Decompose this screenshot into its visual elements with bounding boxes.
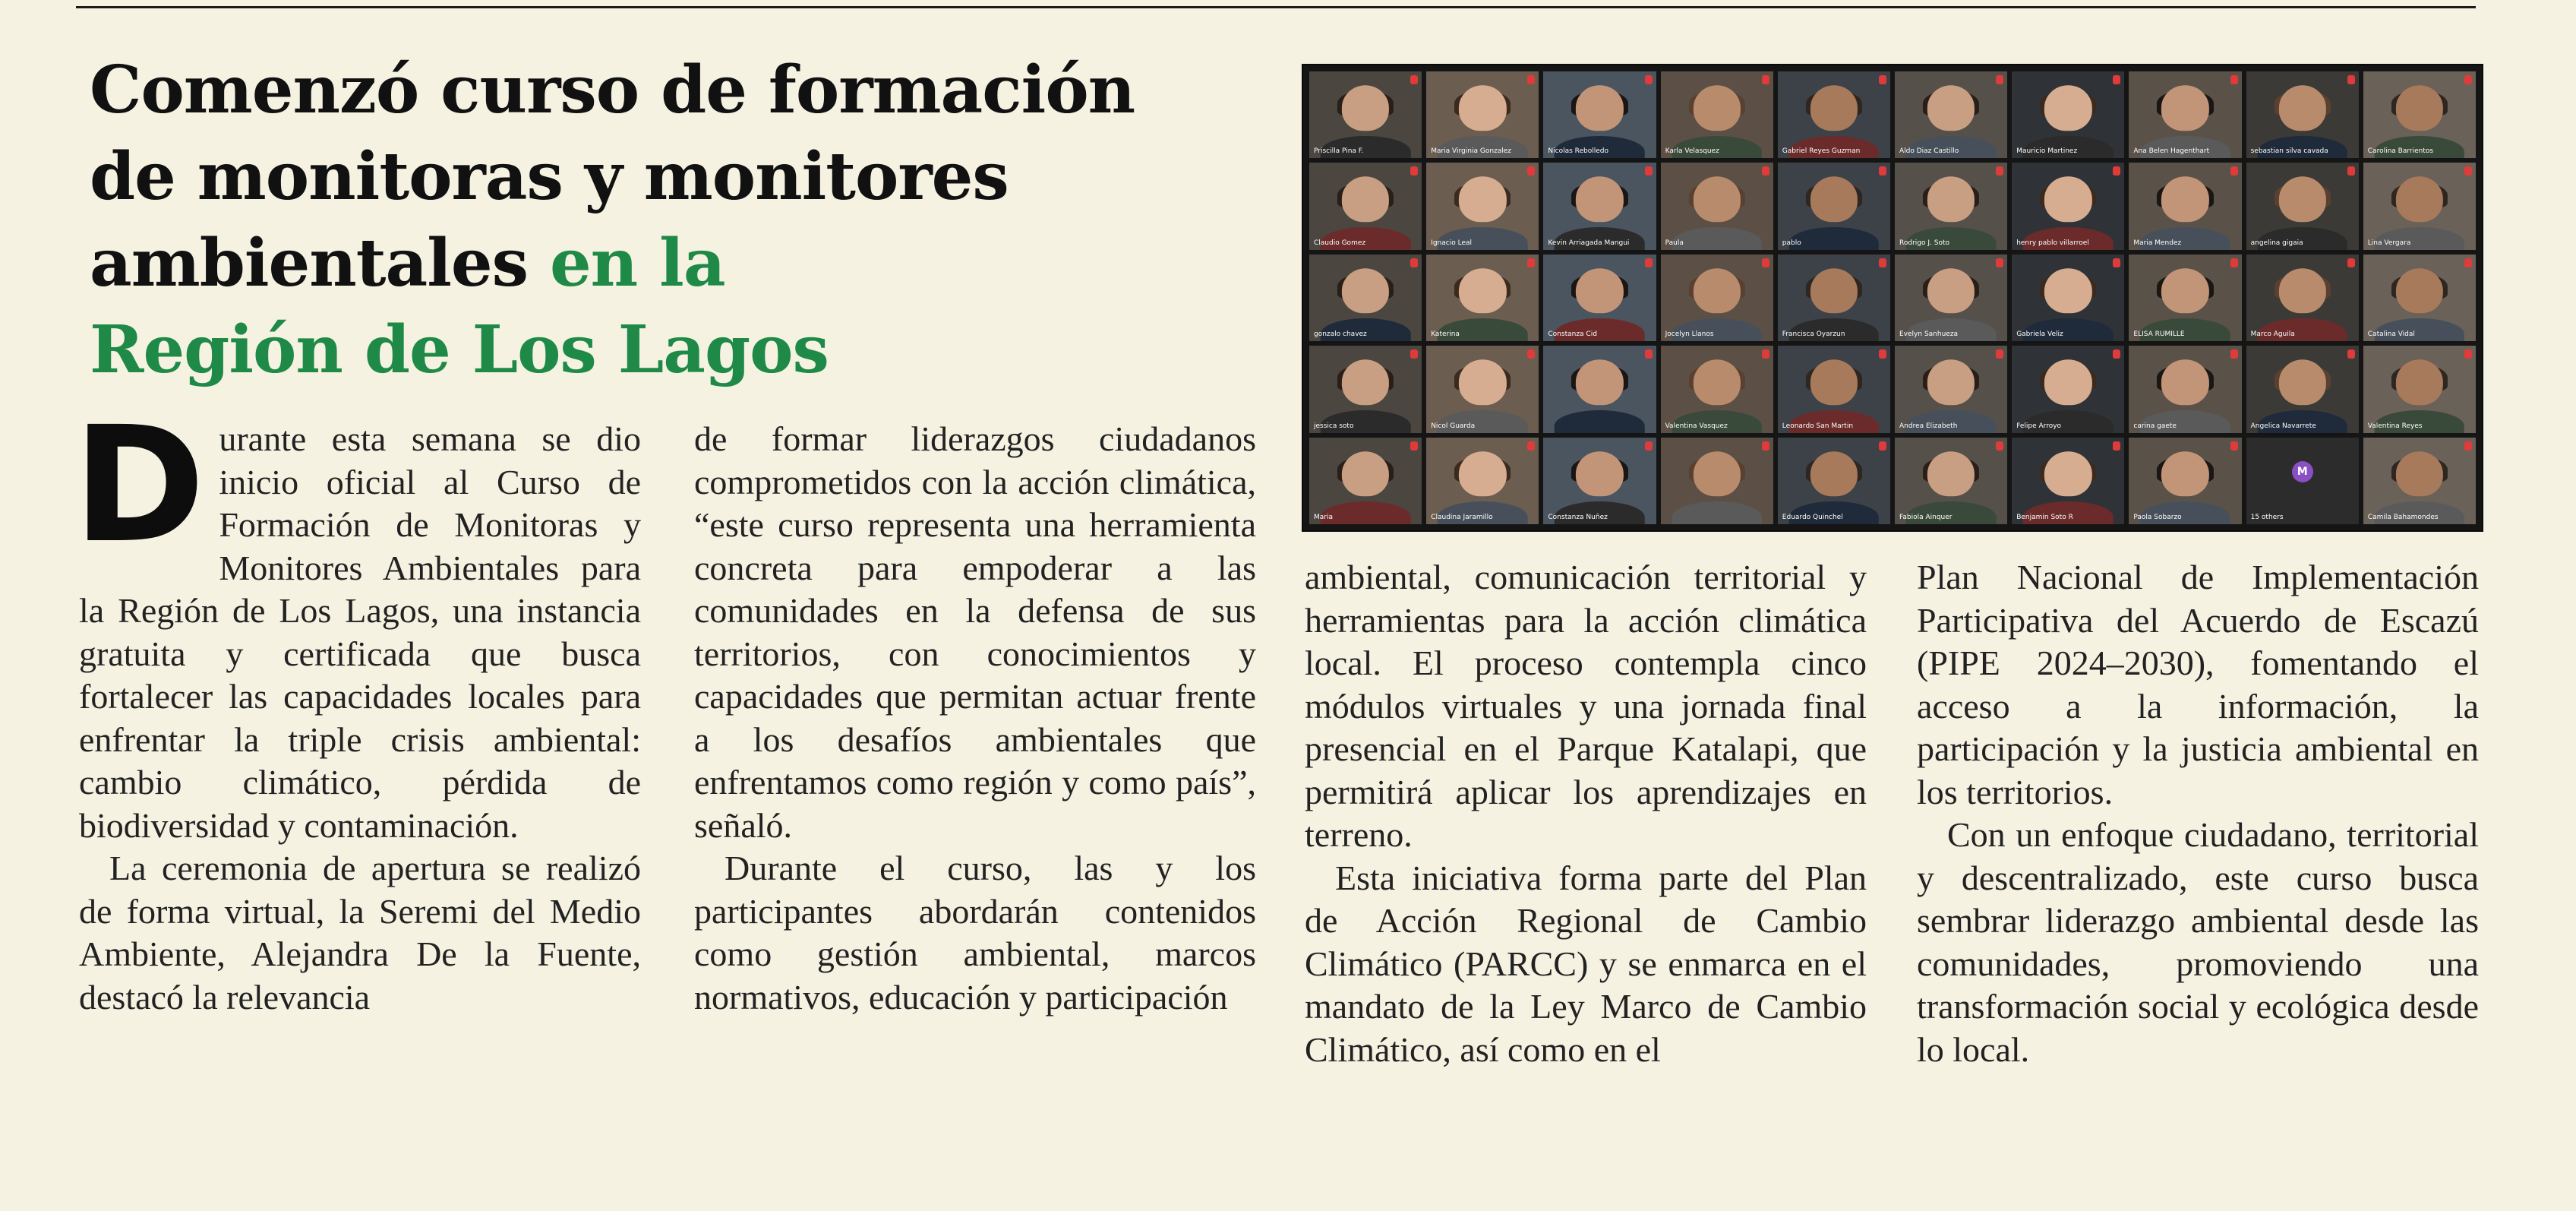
participant-face: [1927, 177, 1975, 222]
participant-name: Marco Aguila: [2250, 330, 2295, 339]
participant-name: Lina Vergara: [2367, 239, 2411, 247]
muted-mic-icon: [2113, 441, 2120, 451]
participant-face: [1342, 85, 1389, 130]
participant-name: Carolina Barrientos: [2367, 147, 2434, 156]
participant-face: [1694, 268, 1741, 313]
participant-face: [2161, 85, 2208, 130]
muted-mic-icon: [2464, 75, 2472, 84]
muted-mic-icon: [1762, 166, 1769, 175]
participant-tile: [1426, 255, 1539, 341]
muted-mic-icon: [2230, 258, 2238, 267]
muted-mic-icon: [2347, 75, 2355, 84]
muted-mic-icon: [1879, 441, 1886, 451]
participant-tile: [1309, 346, 1422, 432]
participant-face: [2161, 359, 2208, 404]
participant-name: Kevin Arriagada Mangui: [1548, 239, 1630, 247]
article-column-4: [1917, 556, 2479, 1071]
headline-line-3-green: en la: [549, 225, 725, 302]
participant-tile: [1426, 163, 1539, 249]
participant-face: [2161, 451, 2208, 496]
participant-face: [2396, 359, 2443, 404]
top-rule: [76, 6, 2476, 8]
headline-line-3-black: ambientales: [90, 225, 550, 302]
column-2-paragraph-2: Durante el curso, las y los participantes abordarán contenidos como gestión ambiental, marcos normativos, educación y participación: [694, 849, 1256, 1017]
column-1-paragraph-1-text: urante esta semana se dio inicio oficial al Curso de Formación de Monitoras y Monitores Ambientales para la Región de Los Lagos, una instancia gratuita y certificada que busca fortalecer las capacidades locales para enfrentar la triple crisis ambiental: cambio climático, pérdida de biodiversidad y contaminación.: [79, 419, 641, 845]
muted-mic-icon: [1996, 166, 2003, 175]
participant-tile: [1778, 163, 1890, 249]
participant-name: Jocelyn Llanos: [1665, 330, 1714, 339]
muted-mic-icon: [1410, 441, 1418, 451]
muted-mic-icon: [2230, 349, 2238, 359]
participant-face: [2161, 177, 2208, 222]
participant-tile: [1778, 255, 1890, 341]
participant-name: Ignacio Leal: [1431, 239, 1472, 247]
participant-tile: [2363, 255, 2476, 341]
participant-face: [1459, 359, 1506, 404]
column-4-paragraph-1: Plan Nacional de Implementación Participativa del Acuerdo de Escazú (PIPE 2024–2030), fomentando el acceso a la información, la participación y la justicia ambiental en los territorios.: [1917, 558, 2479, 811]
participant-name: Gabriela Veliz: [2016, 330, 2063, 339]
muted-mic-icon: [1879, 349, 1886, 359]
participant-name: Aldo Diaz Castillo: [1899, 147, 1959, 156]
participant-face: [1459, 268, 1506, 313]
muted-mic-icon: [1527, 75, 1535, 84]
participant-tile: [2012, 438, 2124, 524]
headline-line-2: de monitoras y monitores: [90, 138, 1009, 215]
participant-face: [1810, 359, 1858, 404]
participant-tile: [1543, 163, 1656, 249]
participant-tile: [1661, 163, 1773, 249]
muted-mic-icon: [1410, 349, 1418, 359]
participant-name: Gabriel Reyes Guzman: [1782, 147, 1861, 156]
participant-name: gonzalo chavez: [1314, 330, 1367, 339]
participant-tile: [2129, 346, 2241, 432]
muted-mic-icon: [1879, 258, 1886, 267]
participant-name: Karla Velasquez: [1665, 147, 1719, 156]
participant-name: 15 others: [2250, 513, 2284, 521]
participant-name: carina gaete: [2133, 422, 2177, 430]
participant-tile: [1895, 438, 2007, 524]
participant-name: Camila Bahamondes: [2367, 513, 2439, 521]
muted-mic-icon: [2230, 75, 2238, 84]
participant-name: Felipe Arroyo: [2016, 422, 2062, 430]
participant-tile: [2129, 163, 2241, 249]
participant-face: [2396, 85, 2443, 130]
muted-mic-icon: [1879, 75, 1886, 84]
participant-face: [2044, 268, 2091, 313]
participant-tile: [1661, 438, 1773, 524]
participant-name: angelina gigaia: [2250, 239, 2303, 247]
muted-mic-icon: [2347, 258, 2355, 267]
participant-name: Angelica Navarrete: [2250, 422, 2316, 430]
participant-face: [2044, 177, 2091, 222]
muted-mic-icon: [2464, 349, 2472, 359]
participant-face: [1810, 85, 1858, 130]
participant-tile: [2129, 71, 2241, 158]
participant-name: Constanza Nuñez: [1548, 513, 1608, 521]
column-4-paragraph-2: Con un enfoque ciudadano, territorial y descentralizado, este curso busca sembrar liderazgo ambiental desde las comunidades, promoviendo una transformación social y ecológica desde lo local.: [1917, 815, 2479, 1069]
headline: [90, 47, 1274, 394]
muted-mic-icon: [2347, 166, 2355, 175]
participant-body: [1321, 501, 1411, 524]
participant-face: [1342, 177, 1389, 222]
muted-mic-icon: [1762, 75, 1769, 84]
muted-mic-icon: [1645, 166, 1653, 175]
participant-tile: [2363, 71, 2476, 158]
video-call-photo: [1302, 64, 2483, 532]
muted-mic-icon: [1410, 166, 1418, 175]
participant-face: [2396, 451, 2443, 496]
participant-face: [1694, 85, 1741, 130]
participant-name: Priscilla Pina F.: [1314, 147, 1364, 156]
participant-name: Maria Mendez: [2133, 239, 2182, 247]
participant-tile: [2246, 71, 2359, 158]
muted-mic-icon: [1996, 258, 2003, 267]
muted-mic-icon: [2464, 258, 2472, 267]
muted-mic-icon: [1996, 349, 2003, 359]
participant-face: [2396, 268, 2443, 313]
muted-mic-icon: [1645, 441, 1653, 451]
participant-name: Valentina Vasquez: [1665, 422, 1728, 430]
participant-tile: [1309, 255, 1422, 341]
participant-tile: [1543, 346, 1656, 432]
headline-line-3: [90, 220, 1274, 307]
participant-face: [1694, 359, 1741, 404]
participant-name: Evelyn Sanhueza: [1899, 330, 1959, 339]
muted-mic-icon: [1527, 166, 1535, 175]
participant-tile: [2363, 163, 2476, 249]
participant-tile: [2363, 438, 2476, 524]
participant-tile: [1543, 438, 1656, 524]
participant-face: [1927, 359, 1975, 404]
participant-face: [1694, 177, 1741, 222]
participant-tile: [1895, 71, 2007, 158]
participant-face: [1810, 268, 1858, 313]
participant-tile: [1543, 255, 1656, 341]
participant-name: Paula: [1665, 239, 1684, 247]
muted-mic-icon: [1762, 349, 1769, 359]
participant-name: Ana Belen Hagenthart: [2133, 147, 2210, 156]
participant-tile: [2129, 438, 2241, 524]
participant-tile: [1778, 71, 1890, 158]
participant-face: [1459, 451, 1506, 496]
participant-tile: [1661, 255, 1773, 341]
participant-name: Claudina Jaramillo: [1431, 513, 1493, 521]
article-column-3: [1305, 556, 1867, 1071]
muted-mic-icon: [1762, 258, 1769, 267]
participant-tile: [2246, 255, 2359, 341]
muted-mic-icon: [1645, 349, 1653, 359]
muted-mic-icon: [1527, 441, 1535, 451]
participant-tile: [1309, 71, 1422, 158]
participant-face: [1459, 177, 1506, 222]
participant-tile: [1778, 438, 1890, 524]
participant-face: [2044, 85, 2091, 130]
participant-face: [1927, 268, 1975, 313]
participant-face: [1810, 451, 1858, 496]
participant-tile: [1426, 71, 1539, 158]
participant-name: Katerina: [1431, 330, 1460, 339]
participant-name: ELISA RUMILLE: [2133, 330, 2185, 339]
participant-face: [1342, 359, 1389, 404]
participant-name: Claudio Gomez: [1314, 239, 1366, 247]
participant-tile: [1895, 255, 2007, 341]
column-1-paragraph-2: La ceremonia de apertura se realizó de forma virtual, la Seremi del Medio Ambiente, Alejandra De la Fuente, destacó la relevancia: [79, 849, 641, 1017]
participant-tile: [1543, 71, 1656, 158]
participant-tile: [2246, 163, 2359, 249]
participant-face: [2044, 451, 2091, 496]
drop-cap: D: [73, 392, 206, 578]
article-column-2: [694, 418, 1256, 1019]
participant-tile: [2012, 255, 2124, 341]
muted-mic-icon: [1645, 258, 1653, 267]
muted-mic-icon: [1996, 441, 2003, 451]
muted-mic-icon: [1527, 258, 1535, 267]
participant-name: Fabiola Ainquer: [1899, 513, 1953, 521]
participant-face: [2396, 177, 2443, 222]
participant-name: jessica soto: [1314, 422, 1354, 430]
participant-tile: [2129, 255, 2241, 341]
muted-mic-icon: [1410, 75, 1418, 84]
participant-face: [1576, 451, 1623, 496]
article-column-1: [73, 392, 641, 1019]
participant-name: Francisca Oyarzun: [1782, 330, 1845, 339]
participant-face: [1694, 451, 1741, 496]
muted-mic-icon: [1879, 166, 1886, 175]
headline-line-4: Región de Los Lagos: [90, 311, 829, 388]
participant-name: Mauricio Martinez: [2016, 147, 2078, 156]
participant-name: Maria Virginia Gonzalez: [1431, 147, 1512, 156]
others-avatar: M: [2292, 461, 2313, 482]
participant-body: [1555, 410, 1645, 433]
muted-mic-icon: [2230, 166, 2238, 175]
participant-face: [1459, 85, 1506, 130]
participant-face: [1576, 177, 1623, 222]
column-3-paragraph-1: ambiental, comunicación territorial y herramientas para la acción climática local. El proceso contempla cinco módulos virtuales y una jornada final presencial en el Parque Katalapi, que permitirá aplicar los aprendizajes en terreno.: [1305, 558, 1867, 854]
participant-tile: [1895, 346, 2007, 432]
participant-face: [1576, 268, 1623, 313]
participant-tile: [1309, 163, 1422, 249]
participant-name: Maria: [1314, 513, 1333, 521]
participant-name: pablo: [1782, 239, 1801, 247]
participant-name: Catalina Vidal: [2367, 330, 2415, 339]
column-3-paragraph-2: Esta iniciativa forma parte del Plan de Acción Regional de Cambio Climático (PARCC) y se enmarca en el mandato de la Ley Marco de Cambio Climático, así como en el: [1305, 858, 1867, 1069]
participant-face: [1927, 451, 1975, 496]
participant-tile: [2246, 346, 2359, 432]
participant-face: [2279, 359, 2326, 404]
participant-tile: [1661, 346, 1773, 432]
muted-mic-icon: [2230, 441, 2238, 451]
participant-tile: [2012, 71, 2124, 158]
participant-name: sebastian silva cavada: [2250, 147, 2328, 156]
muted-mic-icon: [1996, 75, 2003, 84]
participant-face: [1342, 268, 1389, 313]
participant-tile: [1426, 438, 1539, 524]
participant-name: henry pablo villarroel: [2016, 239, 2089, 247]
participant-face: [1576, 359, 1623, 404]
participant-name: Nicolas Rebolledo: [1548, 147, 1609, 156]
muted-mic-icon: [2347, 349, 2355, 359]
muted-mic-icon: [1527, 349, 1535, 359]
participant-body: [1789, 227, 1880, 250]
participant-name: Valentina Reyes: [2367, 422, 2423, 430]
participant-body: [1672, 501, 1762, 524]
muted-mic-icon: [2464, 166, 2472, 175]
participant-tile: [1426, 346, 1539, 432]
column-1-paragraph-1: [73, 392, 641, 847]
participant-body: [1672, 227, 1762, 250]
muted-mic-icon: [2113, 75, 2120, 84]
headline-line-1: Comenzó curso de formación: [90, 52, 1135, 128]
participant-name: Rodrigo J. Soto: [1899, 239, 1949, 247]
participant-name: Benjamin Soto R: [2016, 513, 2073, 521]
participant-tile: [2246, 438, 2359, 524]
participant-face: [2279, 85, 2326, 130]
muted-mic-icon: [2113, 349, 2120, 359]
participant-name: Andrea Elizabeth: [1899, 422, 1958, 430]
participant-tile: [1661, 71, 1773, 158]
column-2-paragraph-1: de formar liderazgos ciudadanos comprometidos con la acción climática, “este curso representa una herramienta concreta para empoderar a las comunidades en la defensa de sus territorios, con conocimientos y capacidades que permitan actuar frente a los desafíos ambientales que enfrentamos como región y como país”, señaló.: [694, 419, 1256, 845]
participant-face: [2044, 359, 2091, 404]
muted-mic-icon: [1410, 258, 1418, 267]
participant-face: [1927, 85, 1975, 130]
participant-name: Constanza Cid: [1548, 330, 1597, 339]
participant-name: Leonardo San Martin: [1782, 422, 1854, 430]
participant-tile: [1895, 163, 2007, 249]
participant-name: Eduardo Quinchel: [1782, 513, 1843, 521]
participant-face: [2161, 268, 2208, 313]
participant-name: Paola Sobarzo: [2133, 513, 2182, 521]
participant-face: [1810, 177, 1858, 222]
participant-tile: [2012, 163, 2124, 249]
participant-face: [1342, 451, 1389, 496]
muted-mic-icon: [1762, 441, 1769, 451]
participant-tile: [1778, 346, 1890, 432]
participant-tile: [1309, 438, 1422, 524]
participant-face: [2279, 268, 2326, 313]
participant-face: [2279, 177, 2326, 222]
muted-mic-icon: [1645, 75, 1653, 84]
participant-tile: [2012, 346, 2124, 432]
muted-mic-icon: [2113, 258, 2120, 267]
participant-tile: [2363, 346, 2476, 432]
participant-name: Nicol Guarda: [1431, 422, 1476, 430]
muted-mic-icon: [2113, 166, 2120, 175]
muted-mic-icon: [2464, 441, 2472, 451]
participant-face: [1576, 85, 1623, 130]
